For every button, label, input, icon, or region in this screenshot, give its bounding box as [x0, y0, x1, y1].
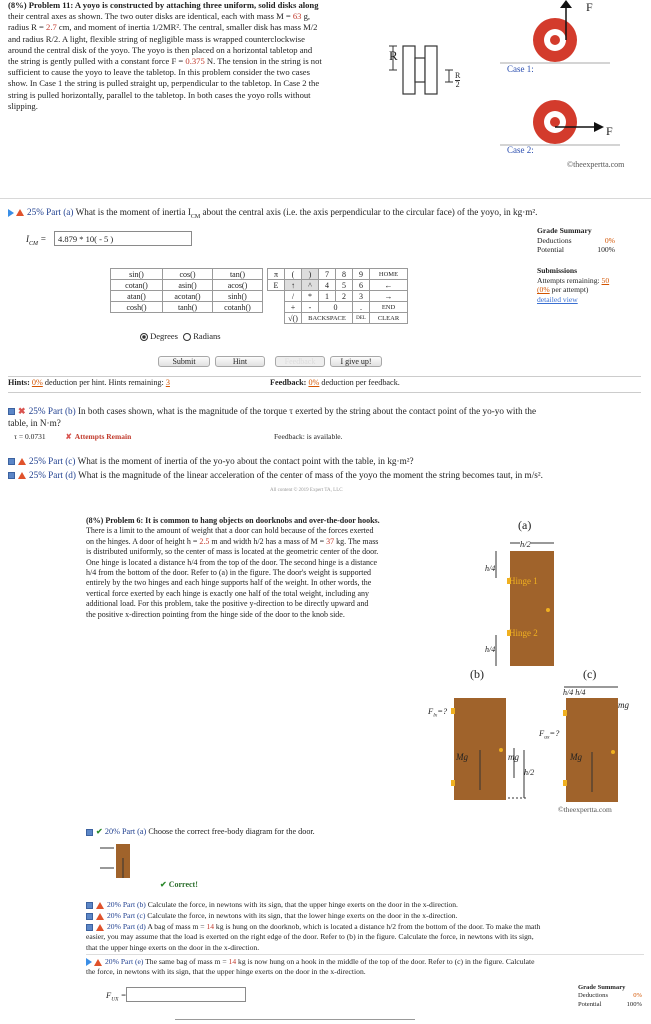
problem-11-title: (8%) Problem 11: A yoyo is constructed by attaching three uniform, solid disks along	[8, 0, 319, 10]
part-d-question: 25% Part (d) What is the magnitude of the linear acceleration of the center of mass of the yoyo the moment the string becomes taut, in m/s².	[8, 469, 648, 481]
figure-c-label: (c)	[583, 667, 597, 681]
key-e[interactable]: E	[268, 280, 285, 291]
grade-summary-2: Grade Summary Deductions 0% Potential 100%	[578, 984, 642, 1008]
p6-part-a: ✔ 20% Part (a) Choose the correct free-body diagram for the door.	[86, 826, 315, 836]
half-radius-label: R 2	[455, 71, 461, 89]
key-tan[interactable]: tan()	[213, 269, 263, 280]
force-fux-label: $F_{ux}=$?	[539, 728, 560, 741]
key-7[interactable]: 7	[319, 269, 336, 280]
icm-label: $I_{CM}$ =	[26, 234, 47, 247]
label-h4-bottom: h/4	[485, 645, 496, 654]
key-minus[interactable]: -	[302, 302, 319, 313]
key-left[interactable]: ←	[370, 280, 408, 291]
key-cotanh[interactable]: cotanh()	[213, 302, 263, 313]
key-end[interactable]: END	[370, 302, 408, 313]
bag-mg-c: mg	[618, 700, 629, 710]
key-divide[interactable]: /	[285, 291, 302, 302]
p6-part-e: 20% Part (e) The same bag of mass m = 14 kg is now hung on a hook in the middle of the top of the door. Refer to (c) in the figure. Calculate the force, in newtons with its sign, that the upper hinge exerts on the door in the x-direction.	[86, 957, 535, 977]
give-up-button[interactable]: I give up!	[330, 356, 382, 367]
collapse-icon[interactable]	[8, 408, 15, 415]
submissions-box: Submissions Attempts remaining: 50 (0% per attempt) detailed view	[537, 266, 637, 304]
warning-icon	[18, 472, 26, 479]
correct-check-icon: ✔	[160, 880, 167, 889]
mass-value: 63	[292, 11, 302, 22]
copyright-1: ©theexpertta.com	[567, 160, 625, 169]
key-close-paren[interactable]: )	[302, 269, 319, 280]
key-open-paren[interactable]: (	[285, 269, 302, 280]
collapse-icon[interactable]	[86, 902, 93, 909]
warning-icon	[94, 959, 102, 966]
radius-value: 2.7	[46, 22, 57, 33]
numeric-keypad	[267, 268, 408, 324]
key-right[interactable]: →	[370, 291, 408, 302]
function-keypad	[110, 268, 263, 313]
key-3[interactable]: 3	[353, 291, 370, 302]
key-asin[interactable]: asin()	[163, 280, 213, 291]
part-b-feedback: Feedback: is available.	[274, 432, 343, 441]
key-5[interactable]: 5	[336, 280, 353, 291]
p6-part-c: 20% Part (c) Calculate the force, in newtons with its sign, that the lower hinge exerts on the door in the x-direction.	[86, 911, 458, 920]
key-8[interactable]: 8	[336, 269, 353, 280]
fux-label: $F_{UX}$ =	[106, 990, 127, 1003]
key-atan[interactable]: atan()	[111, 291, 163, 302]
key-blank	[268, 313, 285, 324]
p6e-answer-input[interactable]	[126, 987, 246, 1002]
collapse-icon[interactable]	[86, 924, 93, 931]
key-cotan[interactable]: cotan()	[111, 280, 163, 291]
door-figure-b	[446, 690, 536, 805]
p6-part-b: 20% Part (b) Calculate the force, in newtons with its sign, that the upper hinge exerts on the door in the x-direction.	[86, 900, 458, 909]
check-icon: ✔	[96, 827, 103, 836]
hints-line: Hints: 0% deduction per hint. Hints remaining: 3	[8, 378, 170, 387]
divider	[8, 376, 641, 377]
key-dot[interactable]: .	[353, 302, 370, 313]
part-b-question-2: table, in N·m?	[8, 418, 61, 428]
free-body-diagram-thumbnail	[96, 838, 136, 882]
part-a-question: 25% Part (a) What is the moment of inertia $I_{CM}$ about the central axis (i.e. the axis perpendicular to the circular face) of the yoyo, in kg·m².	[8, 206, 648, 223]
key-9[interactable]: 9	[353, 269, 370, 280]
key-sin[interactable]: sin()	[111, 269, 163, 280]
footer-copyright: All content © 2019 Expert TA, LLC	[270, 488, 343, 493]
weight-mg-b: Mg	[456, 752, 468, 762]
problem-6-text: (8%) Problem 6: It is common to hang objects on doorknobs and over-the-door hooks. There is a limit to the amount of weight that a door can hold because of the forces exerted on the hinges. A door of height h = 2.5 m and width h/2 has a mass of M = 37 kg. The mass is distributed uniformly, so the center of mass is located at the geometric center of the door. One hinge is located a distance h/4 from the top of the door. The second hinge is a distance h/4 from the bottom of the door. Refer to (a) in the figure. The door's weight is supported entirely by the two hinges and each hinge supports half of the weight. In other words, the vertical force exerted by each hinge is exactly one half of the total weight, including any additional load. For this problem, take the positive y-direction to be directly upward and the positive x-direction pointing from the hinge side of the door to the knob side.	[86, 516, 380, 619]
collapse-icon[interactable]	[8, 472, 15, 479]
label-h2: h/2	[520, 539, 531, 549]
attempts-x-icon: ✘	[65, 432, 72, 441]
key-clear[interactable]: CLEAR	[370, 313, 408, 324]
label-h4-c: h/4 h/4	[563, 688, 586, 697]
key-cosh[interactable]: cosh()	[111, 302, 163, 313]
part-b-answer: τ = 0.0731 ✘ Attempts Remain	[14, 432, 132, 441]
key-0[interactable]: 0	[319, 302, 353, 313]
door-figure-c	[558, 682, 648, 807]
answer-input[interactable]: 4.879 * 10( - 5 )	[54, 231, 192, 246]
force-label-case2: F	[606, 124, 613, 138]
force-value: 0.375	[185, 56, 205, 67]
case-1-label: Case 1:	[507, 64, 534, 74]
hinge-1-label: Hinge 1	[509, 576, 538, 586]
divider	[8, 392, 641, 393]
part-c-question: 25% Part (c) What is the moment of inertia of the yo-yo about the contact point with the table, in kg·m²?	[8, 455, 414, 467]
key-acos[interactable]: acos()	[213, 280, 263, 291]
bag-mg-b: mg	[508, 752, 519, 762]
wrong-x-icon: ✖	[18, 406, 26, 416]
key-sinh[interactable]: sinh()	[213, 291, 263, 302]
key-acotan[interactable]: acotan()	[163, 291, 213, 302]
problem-11-text: (8%) Problem 11: A yoyo is constructed by attaching three uniform, solid disks along their central axes as shown. The two outer disks are identical, each with mass M = 63 g, radius R = 2.7 cm, and moment of inertia 1/2MR². The central, smaller disk has mass M/2 and radius R/2. A light, flexible string of negligible mass is wrapped counterclockwise around the central disk of the yoyo. The yoyo is then placed on a horizontal tabletop and the string is gently pulled with a constant force F = 0.375 N. The tension in the string is not sufficient to cause the yoyo to leave the tabletop. In this problem consider the two cases show. In Case 1 the string is pulled straight up, perpendicular to the tabletop. In Case 2 the string is pulled horizontally, parallel to the tabletop. In both cases the yoyo rolls without slipping.	[8, 0, 322, 111]
hint-button[interactable]: Hint	[215, 356, 265, 367]
figure-b-label: (b)	[470, 667, 484, 681]
key-del[interactable]: DEL	[353, 313, 370, 324]
submit-button[interactable]: Submit	[158, 356, 210, 367]
collapse-icon[interactable]	[86, 913, 93, 920]
label-h4-top: h/4	[485, 564, 496, 573]
figure-a-label: (a)	[518, 518, 532, 532]
feedback-line: Feedback: 0% deduction per feedback.	[270, 378, 400, 387]
p6-part-d: 20% Part (d) A bag of mass m = 14 kg is hung on the doorknob, which is located a distance h/2 from the bottom of the door. To make the math easier, you may assume that the load is exerted on the right edge of the door. Refer to (b) in the figure. Calculate the force, in newtons with its sign, that the upper hinge exerts on the door in the x-direction.	[86, 922, 541, 952]
key-plus[interactable]: +	[285, 302, 302, 313]
force-fix-label: $F_{lx}=$?	[428, 706, 448, 719]
key-sqrt[interactable]: √()	[285, 313, 302, 324]
key-home[interactable]: HOME	[370, 269, 408, 280]
radius-label: R	[389, 48, 398, 63]
key-blank	[268, 291, 285, 302]
angle-mode: Degrees Radians	[140, 331, 221, 341]
key-cos[interactable]: cos()	[163, 269, 213, 280]
radians-radio[interactable]	[183, 333, 191, 341]
correct-message: ✔ Correct!	[160, 880, 198, 889]
detailed-view-link[interactable]: detailed view	[537, 294, 578, 304]
problem-11-panel	[0, 0, 651, 194]
key-tanh[interactable]: tanh()	[163, 302, 213, 313]
copyright-2: ©theexpertta.com	[558, 805, 612, 814]
key-caret[interactable]: ^	[302, 280, 319, 291]
key-up[interactable]: ↑	[285, 280, 302, 291]
case-2-yoyo-figure	[500, 92, 620, 152]
hinge-2-label: Hinge 2	[509, 628, 538, 638]
warning-icon	[96, 913, 104, 920]
expand-triangle-icon[interactable]	[86, 958, 92, 966]
collapse-icon[interactable]	[8, 458, 15, 465]
feedback-button[interactable]: Feedback	[275, 356, 325, 367]
force-label-case1: F	[586, 0, 593, 14]
weight-mg-c: Mg	[570, 752, 582, 762]
key-2[interactable]: 2	[336, 291, 353, 302]
key-1[interactable]: 1	[319, 291, 336, 302]
label-h2-b: h/2	[524, 768, 535, 777]
yoyo-side-figure	[385, 36, 495, 106]
key-multiply[interactable]: *	[302, 291, 319, 302]
grade-summary: Grade Summary Deductions 0% Potential 100%	[537, 226, 615, 255]
expand-triangle-icon[interactable]	[8, 209, 14, 217]
case-2-label: Case 2:	[507, 145, 534, 155]
warning-icon	[96, 902, 104, 909]
degrees-radio[interactable]	[140, 333, 148, 341]
part-b-question: ✖ 25% Part (b) In both cases shown, what is the magnitude of the torque τ exerted by the string about the contact point of the yo-yo with the	[8, 405, 628, 417]
warning-icon	[18, 458, 26, 465]
key-pi[interactable]: π	[268, 269, 285, 280]
key-blank	[268, 302, 285, 313]
key-6[interactable]: 6	[353, 280, 370, 291]
keypad-edge	[175, 1019, 415, 1024]
divider	[0, 198, 651, 199]
warning-icon	[16, 209, 24, 216]
key-4[interactable]: 4	[319, 280, 336, 291]
warning-icon	[96, 924, 104, 931]
divider	[86, 954, 644, 955]
collapse-icon[interactable]	[86, 829, 93, 836]
key-backspace[interactable]: BACKSPACE	[302, 313, 353, 324]
